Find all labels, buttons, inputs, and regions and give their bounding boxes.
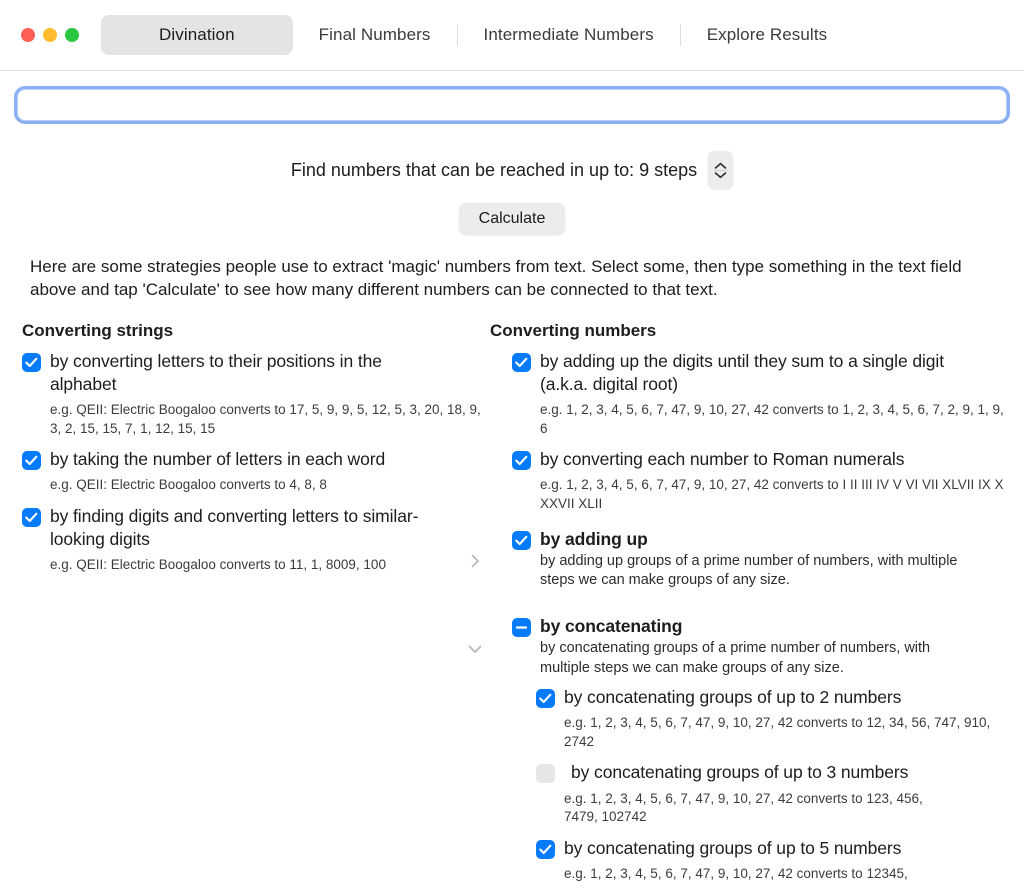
strategy-option-example: e.g. 1, 2, 3, 4, 5, 6, 7, 47, 9, 10, 27, 42 converts to I II III IV V VI VII XLVII IX X XXVII XLII <box>540 477 1004 512</box>
strategy-group-row[interactable] <box>512 615 1024 678</box>
steps-stepper[interactable] <box>708 151 733 189</box>
strategy-option-row[interactable] <box>22 448 490 471</box>
strategy-option-label: by concatenating groups of up to 2 numbers <box>564 687 902 708</box>
checkbox-digits-and-lookalikes[interactable] <box>22 508 41 527</box>
calculate-row <box>0 203 1024 235</box>
zoom-window-button[interactable] <box>65 28 79 42</box>
checkmark-icon <box>25 357 38 368</box>
tab-final-numbers[interactable] <box>293 15 457 55</box>
strategy-option-example: e.g. QEII: Electric Boogaloo converts to 11, 1, 8009, 100 <box>50 557 386 573</box>
strategy-group-label: by adding up <box>540 528 648 549</box>
chevron-up-icon[interactable] <box>714 162 727 170</box>
checkbox-concat-groups-2[interactable] <box>536 689 555 708</box>
strategy-option-row[interactable] <box>536 761 1024 784</box>
checkbox-by-concatenating[interactable] <box>512 618 531 637</box>
checkbox-letters-to-positions[interactable] <box>22 353 41 372</box>
checkmark-icon <box>25 512 38 523</box>
strategy-option <box>490 350 1024 438</box>
strategy-group-description: by adding up groups of a prime number of numbers, with multiple steps we can make groups of any size. <box>540 552 958 589</box>
search-field-container <box>0 71 1024 121</box>
tab-label: Final Numbers <box>318 25 431 44</box>
column-heading: Converting numbers <box>490 320 657 340</box>
strategy-option-row[interactable] <box>22 350 490 396</box>
divination-text-input[interactable] <box>17 89 1007 121</box>
strategy-option <box>490 448 1024 513</box>
strategy-option-example: e.g. 1, 2, 3, 4, 5, 6, 7, 47, 9, 10, 27, 42 converts to 12, 34, 56, 747, 910, 2742 <box>564 715 991 749</box>
tab-bar <box>101 12 853 58</box>
strategy-option-example: e.g. QEII: Electric Boogaloo converts to 17, 5, 9, 9, 5, 12, 5, 3, 20, 18, 9, 3, 2, 15, 15, 7, 1, 12, 15, 15 <box>50 402 481 436</box>
converting-strings-column <box>0 321 490 890</box>
column-heading: Converting strings <box>22 320 174 340</box>
strategy-group-row[interactable] <box>512 528 1024 591</box>
strategy-option-row[interactable] <box>512 448 1024 471</box>
checkbox-letters-per-word[interactable] <box>22 451 41 470</box>
minimize-window-button[interactable] <box>43 28 57 42</box>
chevron-down-icon[interactable] <box>468 645 482 654</box>
calculate-button[interactable]: Calculate <box>459 203 566 235</box>
converting-numbers-column <box>490 321 1024 890</box>
checkmark-icon <box>515 357 528 368</box>
checkmark-icon <box>539 693 552 704</box>
checkbox-roman-numerals[interactable] <box>512 451 531 470</box>
strategy-option-example: e.g. 1, 2, 3, 4, 5, 6, 7, 47, 9, 10, 27, 42 converts to 12345, <box>564 865 908 881</box>
strategy-option-example: e.g. 1, 2, 3, 4, 5, 6, 7, 47, 9, 10, 27, 42 converts to 123, 456, 7479, 102742 <box>564 790 923 825</box>
close-window-button[interactable] <box>21 28 35 42</box>
strategy-columns <box>0 321 1024 890</box>
tab-explore-results[interactable] <box>681 15 854 55</box>
steps-label: Find numbers that can be reached in up to: 9 steps <box>290 159 698 180</box>
strategy-option <box>22 505 490 575</box>
main-content <box>0 71 1024 890</box>
checkbox-by-adding-up[interactable] <box>512 531 531 550</box>
strategy-option <box>536 761 1024 826</box>
strategy-option-label: by adding up the digits until they sum to a single digit (a.k.a. digital root) <box>540 350 944 394</box>
strategy-option <box>536 837 1024 884</box>
strategy-option <box>22 350 490 438</box>
chevron-down-icon[interactable] <box>714 171 727 179</box>
strategy-option <box>22 448 490 495</box>
strategy-option-label: by concatenating groups of up to 5 numbers <box>564 837 902 858</box>
checkmark-icon <box>515 455 528 466</box>
minus-icon <box>516 626 527 629</box>
strategy-option-label: by concatenating groups of up to 3 numbers <box>571 762 909 783</box>
strategy-option-label: by finding digits and converting letters to similar-looking digits <box>50 506 419 550</box>
strategy-option-label: by taking the number of letters in each word <box>50 449 386 470</box>
strategy-option <box>536 686 1024 751</box>
strategy-group-adding-up <box>490 528 1024 591</box>
strategy-group-label: by concatenating <box>540 615 683 636</box>
intro-text: Here are some strategies people use to extract 'magic' numbers from text. Select some, then type something in the text field above and tap 'Calculate' to see how many different numbers can be connected to that text. <box>30 257 962 300</box>
chevron-right-icon[interactable] <box>468 554 482 568</box>
checkbox-concat-groups-5[interactable] <box>536 840 555 859</box>
tab-divination[interactable] <box>101 15 293 55</box>
strategy-option-row[interactable] <box>22 505 490 551</box>
strategy-option-row[interactable] <box>512 350 1024 396</box>
tab-intermediate-numbers[interactable] <box>458 15 680 55</box>
strategy-option-label: by converting each number to Roman numerals <box>540 449 905 470</box>
checkmark-icon <box>25 455 38 466</box>
strategy-option-row[interactable] <box>536 837 1024 860</box>
traffic-light-group <box>0 28 79 42</box>
tab-label: Explore Results <box>706 25 828 44</box>
strategy-option-label: by converting letters to their positions in the alphabet <box>50 350 382 394</box>
strategy-option-row[interactable] <box>536 686 1024 709</box>
steps-row <box>0 151 1024 189</box>
checkbox-digital-root[interactable] <box>512 353 531 372</box>
tab-label: Divination <box>159 25 235 44</box>
strategy-group-concatenating <box>490 615 1024 884</box>
checkmark-icon <box>539 844 552 855</box>
strategy-option-example: e.g. QEII: Electric Boogaloo converts to 4, 8, 8 <box>50 477 327 493</box>
strategy-option-example: e.g. 1, 2, 3, 4, 5, 6, 7, 47, 9, 10, 27, 42 converts to 1, 2, 3, 4, 5, 6, 7, 2, 9, 1, 9, 6 <box>540 402 1004 436</box>
checkmark-icon <box>515 535 528 546</box>
tab-label: Intermediate Numbers <box>483 25 654 44</box>
strategy-group-description: by concatenating groups of a prime number of numbers, with multiple steps we can make groups of any size. <box>540 640 931 676</box>
strategy-group-children <box>512 686 1024 883</box>
title-bar <box>0 0 1024 71</box>
checkbox-concat-groups-3[interactable] <box>536 764 555 783</box>
